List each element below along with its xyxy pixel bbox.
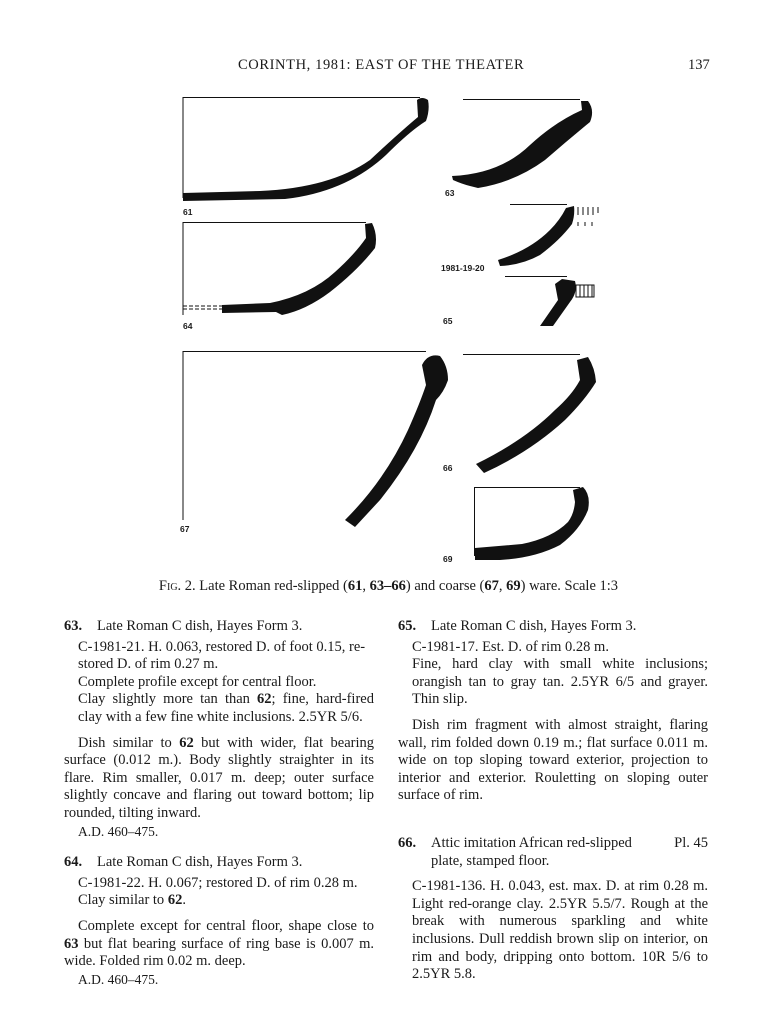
entry-number: 64.: [64, 854, 83, 871]
profile-69: [474, 487, 589, 560]
label-67: 67: [180, 524, 190, 534]
entry-description: Complete except for central floor, shape close to 63 but flat bearing surface of ring base is 0.007 m. wide. Folded rim 0.02 m. deep.: [64, 917, 374, 970]
catalog-line: C-1981-21. H. 0.063, restored D. of foot 0.15, re-: [78, 638, 366, 655]
entry-number: 65.: [398, 618, 417, 634]
profile-67: [183, 351, 448, 527]
entry-description: Dish rim fragment with almost straight, flaring wall, rim folded down 0.19 m.; flat surface 0.011 m. wide on top sloping toward exterior, projection to interior and exterior. Rouletting on sloping outer surface of rim.: [398, 716, 708, 804]
entry-63: [64, 618, 374, 840]
plate-reference: Pl. 45: [674, 834, 708, 851]
clay-description: Clay similar to 62.: [78, 892, 186, 909]
entry-title: Late Roman C dish, Hayes Form 3.: [97, 618, 303, 634]
entry-date: A.D. 460–475.: [78, 823, 159, 839]
label-64: 64: [183, 321, 193, 331]
catalog-line: C-1981-17. Est. D. of rim 0.28 m.: [412, 638, 609, 655]
profile-64: [183, 222, 376, 315]
entry-66: [398, 835, 708, 984]
profile-63: [452, 100, 592, 189]
clay-description: Fine, hard clay with small white inclusions; orangish tan to gray tan. 2.5YR 6/5 and grayer. Thin slip.: [412, 656, 708, 708]
figure-caption: Fig. 2. Late Roman red-slipped (61, 63–66) and coarse (67, 69) ware. Scale 1:3: [158, 578, 619, 594]
entry-date: A.D. 460–475.: [78, 971, 159, 987]
label-65: 65: [443, 316, 453, 326]
catalog-line: Complete profile except for central floor.: [78, 673, 317, 690]
entry-65: [398, 618, 708, 805]
entry-title: Late Roman C dish, Hayes Form 3.: [97, 854, 303, 871]
page-number: 137: [688, 57, 710, 73]
profile-1981-19-20: [498, 205, 598, 267]
entry-number: 66.: [398, 834, 417, 851]
left-column: [64, 618, 374, 988]
profile-66: [463, 355, 596, 474]
entry-description: Dish similar to 62 but with wider, flat bearing surface (0.012 m.). Body slightly straighter in its flare. Rim smaller, 0.017 m. deep; outer surface slightly concave and flaring out toward bottom; lip rounded, tilting inward.: [64, 734, 374, 821]
label-61: 61: [183, 207, 193, 217]
label-63: 63: [445, 188, 455, 198]
entry-title: Attic imitation African red-slipped plate, stamped floor.: [431, 834, 632, 869]
profile-61: [183, 97, 429, 201]
catalog-line: C-1981-22. H. 0.067; restored D. of rim 0.28 m.: [78, 874, 358, 891]
label-69: 69: [443, 554, 453, 564]
entry-64: [64, 854, 374, 988]
entry-number: 63.: [64, 618, 83, 634]
catalog-line: stored D. of rim 0.27 m.: [78, 656, 219, 673]
running-title: CORINTH, 1981: EAST OF THE THEATER: [238, 57, 525, 73]
profile-65: [505, 277, 594, 327]
entry-description: C-1981-136. H. 0.043, est. max. D. at rim 0.28 m. Light red-orange clay. 2.5YR 5.5/7. Rough at the break with numerous sparkling and white inclusions. Dull reddish brown slip on interior, on rim and body, dripping onto bottom. 10R 5/6 to 2.5YR 5.8.: [412, 878, 708, 983]
label-66: 66: [443, 463, 453, 473]
clay-description: Clay slightly more tan than 62; fine, hard-fired clay with a few fine white inclusions. 2.5YR 5/6.: [78, 691, 374, 725]
entry-title: Late Roman C dish, Hayes Form 3.: [431, 618, 637, 634]
right-column: [398, 618, 708, 984]
label-1981-19-20: 1981-19-20: [441, 263, 485, 273]
